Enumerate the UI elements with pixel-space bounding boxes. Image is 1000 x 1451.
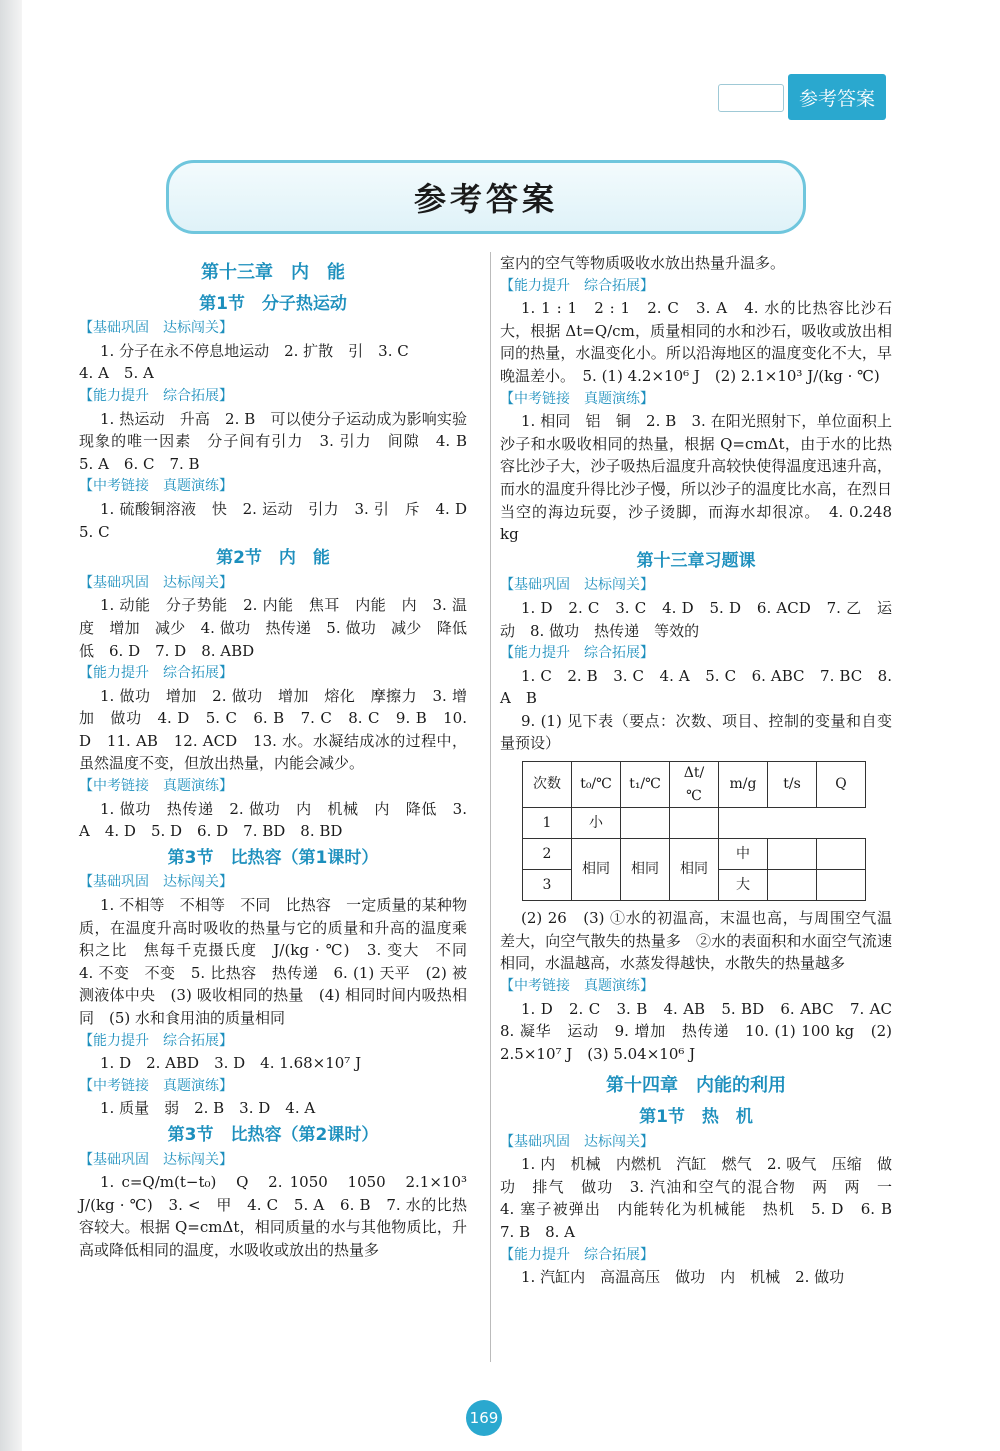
page-number [466, 1400, 502, 1436]
answer-text: 1. 做功 增加 2. 做功 增加 熔化 摩擦力 3. 增加 做功 4. D 5. C 6. B 7. C 8. C 9. B 10. D 11. AB 12. ACD 13. 水。水凝结成冰的过程中，虽然温度不变，但放出热量，内能会减少。 [79, 686, 467, 773]
table-header: t/s [768, 762, 817, 808]
exercise-tag: 【基础巩固 达标闯关】 [79, 574, 233, 591]
column-divider [490, 252, 491, 1362]
table-cell: 相同 [572, 839, 621, 901]
exercise-tag: 【基础巩固 达标闯关】 [79, 320, 233, 337]
answer-text: 1. D 2. C 3. B 4. AB 5. BD 6. ABC 7. AC 8. 凝华 运动 9. 增加 热传递 10. (1) 100 kg (2) 2.5×10⁷ J (3) 5.04×10⁶ J [500, 999, 908, 1063]
table-header: t₀/℃ [572, 762, 621, 808]
chapter-heading: 第十四章 内能的利用 [606, 1075, 786, 1097]
right-column [500, 252, 908, 1289]
table-cell: 1 [523, 808, 572, 839]
table-cell [768, 870, 817, 901]
header-decor-box [718, 84, 784, 112]
exercise-tag: 【能力提升 综合拓展】 [500, 1246, 654, 1263]
table-cell [817, 839, 866, 870]
table-row [523, 839, 866, 870]
table-cell: 2 [523, 839, 572, 870]
exercise-tag: 【中考链接 真题演练】 [79, 1077, 233, 1094]
exercise-tag: 【中考链接 真题演练】 [79, 478, 233, 495]
section-heading: 第1节 分子热运动 [199, 293, 347, 314]
page-title: 参考答案 [413, 180, 558, 218]
section-heading: 第3节 比热容（第1课时） [167, 847, 379, 868]
table-cell: 相同 [621, 839, 670, 901]
answer-text: 1. 1 : 1 2 : 1 2. C 3. A 4. 水的比热容比沙石大，根据 Δt=Q/cm，质量相同的水和沙石，吸收或放出相同的热量，水温变化小。所以沿海地区的温度变化不大，早晚温差小。 5. (1) 4.2×10⁶ J (2) 2.1×10³ J/(kg · ℃) [500, 299, 892, 385]
answer-text: 1. c=Q/m(t−t₀) Q 2. 1050 1050 2.1×10³ J/(kg · ℃) 3. < 甲 4. C 5. A 6. B 7. 水的比热容较大。根据 Q=cmΔt，相同质量的水与其他物质比，升高或降低相同的温度，水吸收或放出的热量多 [79, 1173, 467, 1259]
section-heading: 第3节 比热容（第2课时） [167, 1124, 379, 1145]
section-heading: 第十三章习题课 [636, 550, 756, 571]
table-cell: 相同 [670, 839, 719, 901]
exercise-tag: 【能力提升 综合拓展】 [500, 277, 654, 294]
table-cell [621, 808, 670, 839]
table-header: Δt/℃ [670, 762, 719, 808]
answer-text: 1. 做功 热传递 2. 做功 内 机械 内 降低 3. A 4. D 5. D 6. D 7. BD 8. BD [79, 799, 467, 841]
exercise-tag: 【能力提升 综合拓展】 [79, 387, 233, 404]
exercise-tag: 【基础巩固 达标闯关】 [500, 577, 654, 594]
table-cell: 中 [719, 839, 768, 870]
answer-text: 1. 相同 铝 铜 2. B 3. 在阳光照射下，单位面积上沙子和水吸收相同的热量，根据 Q=cmΔt，由于水的比热容比沙子大，沙子吸热后温度升高较快使得温度迅速升高，而水的温度升得比沙子慢，所以沙子的温度比水高，在烈日当空的海边玩耍，沙子烫脚，而海水却很凉。 4. 0.248 kg [500, 412, 892, 544]
answer-text: 1. 内 机械 内燃机 汽缸 燃气 2. 吸气 压缩 做功 排气 做功 3. 汽油和空气的混合物 两 两 一 4. 塞子被弹出 内能转化为机械能 热机 5. D 6. B 7. B 8. A [500, 1155, 908, 1241]
answer-text: 室内的空气等物质吸收水放出热量升温多。 [500, 254, 786, 272]
title-banner [166, 160, 806, 234]
exercise-tag: 【基础巩固 达标闯关】 [500, 1133, 654, 1150]
table-cell: 3 [523, 870, 572, 901]
exercise-tag: 【能力提升 综合拓展】 [79, 665, 233, 682]
page-number-text: 169 [469, 1409, 499, 1427]
table-header: Q [817, 762, 866, 808]
page-edge [0, 0, 22, 1451]
table-cell: 小 [572, 808, 621, 839]
exercise-tag: 【中考链接 真题演练】 [79, 778, 233, 795]
exercise-tag: 【能力提升 综合拓展】 [500, 645, 654, 662]
header-tab-label: 参考答案 [798, 87, 875, 110]
exercise-tag: 【中考链接 真题演练】 [500, 978, 654, 995]
exercise-tag: 【中考链接 真题演练】 [500, 390, 654, 407]
answer-text: 1. 动能 分子势能 2. 内能 焦耳 内能 内 3. 温度 增加 减少 4. 做功 热传递 5. 做功 减少 降低 低 6. D 7. D 8. ABD [79, 596, 483, 660]
answer-text: 1. D 2. ABD 3. D 4. 1.68×10⁷ J [100, 1054, 362, 1073]
left-column [79, 252, 483, 1262]
experiment-table [522, 761, 866, 901]
answer-text: 1. D 2. C 3. C 4. D 5. D 6. ACD 7. 乙 运动 8. 做功 热传递 等效的 [500, 598, 892, 640]
section-heading: 第2节 内 能 [216, 548, 330, 569]
exercise-tag: 【基础巩固 达标闯关】 [79, 874, 233, 891]
header-tab [788, 74, 886, 120]
answer-text: 1. 质量 弱 2. B 3. D 4. A [100, 1099, 316, 1118]
exercise-tag: 【基础巩固 达标闯关】 [79, 1151, 233, 1168]
table-header: 次数 [523, 762, 572, 808]
table-row [523, 808, 866, 839]
exercise-tag: 【能力提升 综合拓展】 [79, 1032, 233, 1049]
answer-text: 1. 硫酸铜溶液 快 2. 运动 引力 3. 引 斥 4. D 5. C [79, 499, 483, 541]
answer-text: (2) 26 (3) ①水的初温高，末温也高，与周围空气温差大，向空气散失的热量多 ②水的表面积和水面空气流速相同，水温越高，水蒸发得越快，水散失的热量越多 [500, 909, 892, 973]
section-heading: 第1节 热 机 [639, 1107, 753, 1127]
table-header: m/g [719, 762, 768, 808]
answer-text: 9. (1) 见下表（要点：次数、项目、控制的变量和自变量预设） [500, 711, 892, 753]
table-cell: 大 [719, 870, 768, 901]
table-cell [817, 870, 866, 901]
answer-text: 1. C 2. B 3. C 4. A 5. C 6. ABC 7. BC 8. A B [500, 666, 892, 708]
table-cell [670, 808, 719, 839]
table-cell [768, 839, 817, 870]
answer-text: 4. A 5. A [79, 364, 154, 383]
chapter-heading: 第十三章 内 能 [201, 262, 345, 283]
table-header: t₁/℃ [621, 762, 670, 808]
answer-text: 1. 热运动 升高 2. B 可以使分子运动成为影响实验现象的唯一因素 分子间有引力 3. 引力 间隙 4. B 5. A 6. C 7. B [79, 409, 483, 473]
answer-text: 1. 汽缸内 高温高压 做功 内 机械 2. 做功 [521, 1268, 845, 1287]
answer-text: 1. 不相等 不相等 不同 比热容 一定质量的某种物质，在温度升高时吸收的热量与它的质量和升高的温度乘积之比 焦每千克摄氏度 J/(kg · ℃) 3. 变大 不同 4. 不变 不变 5. 比热容 热传递 6. (1) 天平 (2) 被测液体中央 (3) 吸收相同的热量 (4) 相同时间内吸热相同 (5) 水和食用油的质量相同 [79, 896, 483, 1027]
answer-text: 1. 分子在永不停息地运动 2. 扩散 引 3. C [100, 341, 409, 360]
